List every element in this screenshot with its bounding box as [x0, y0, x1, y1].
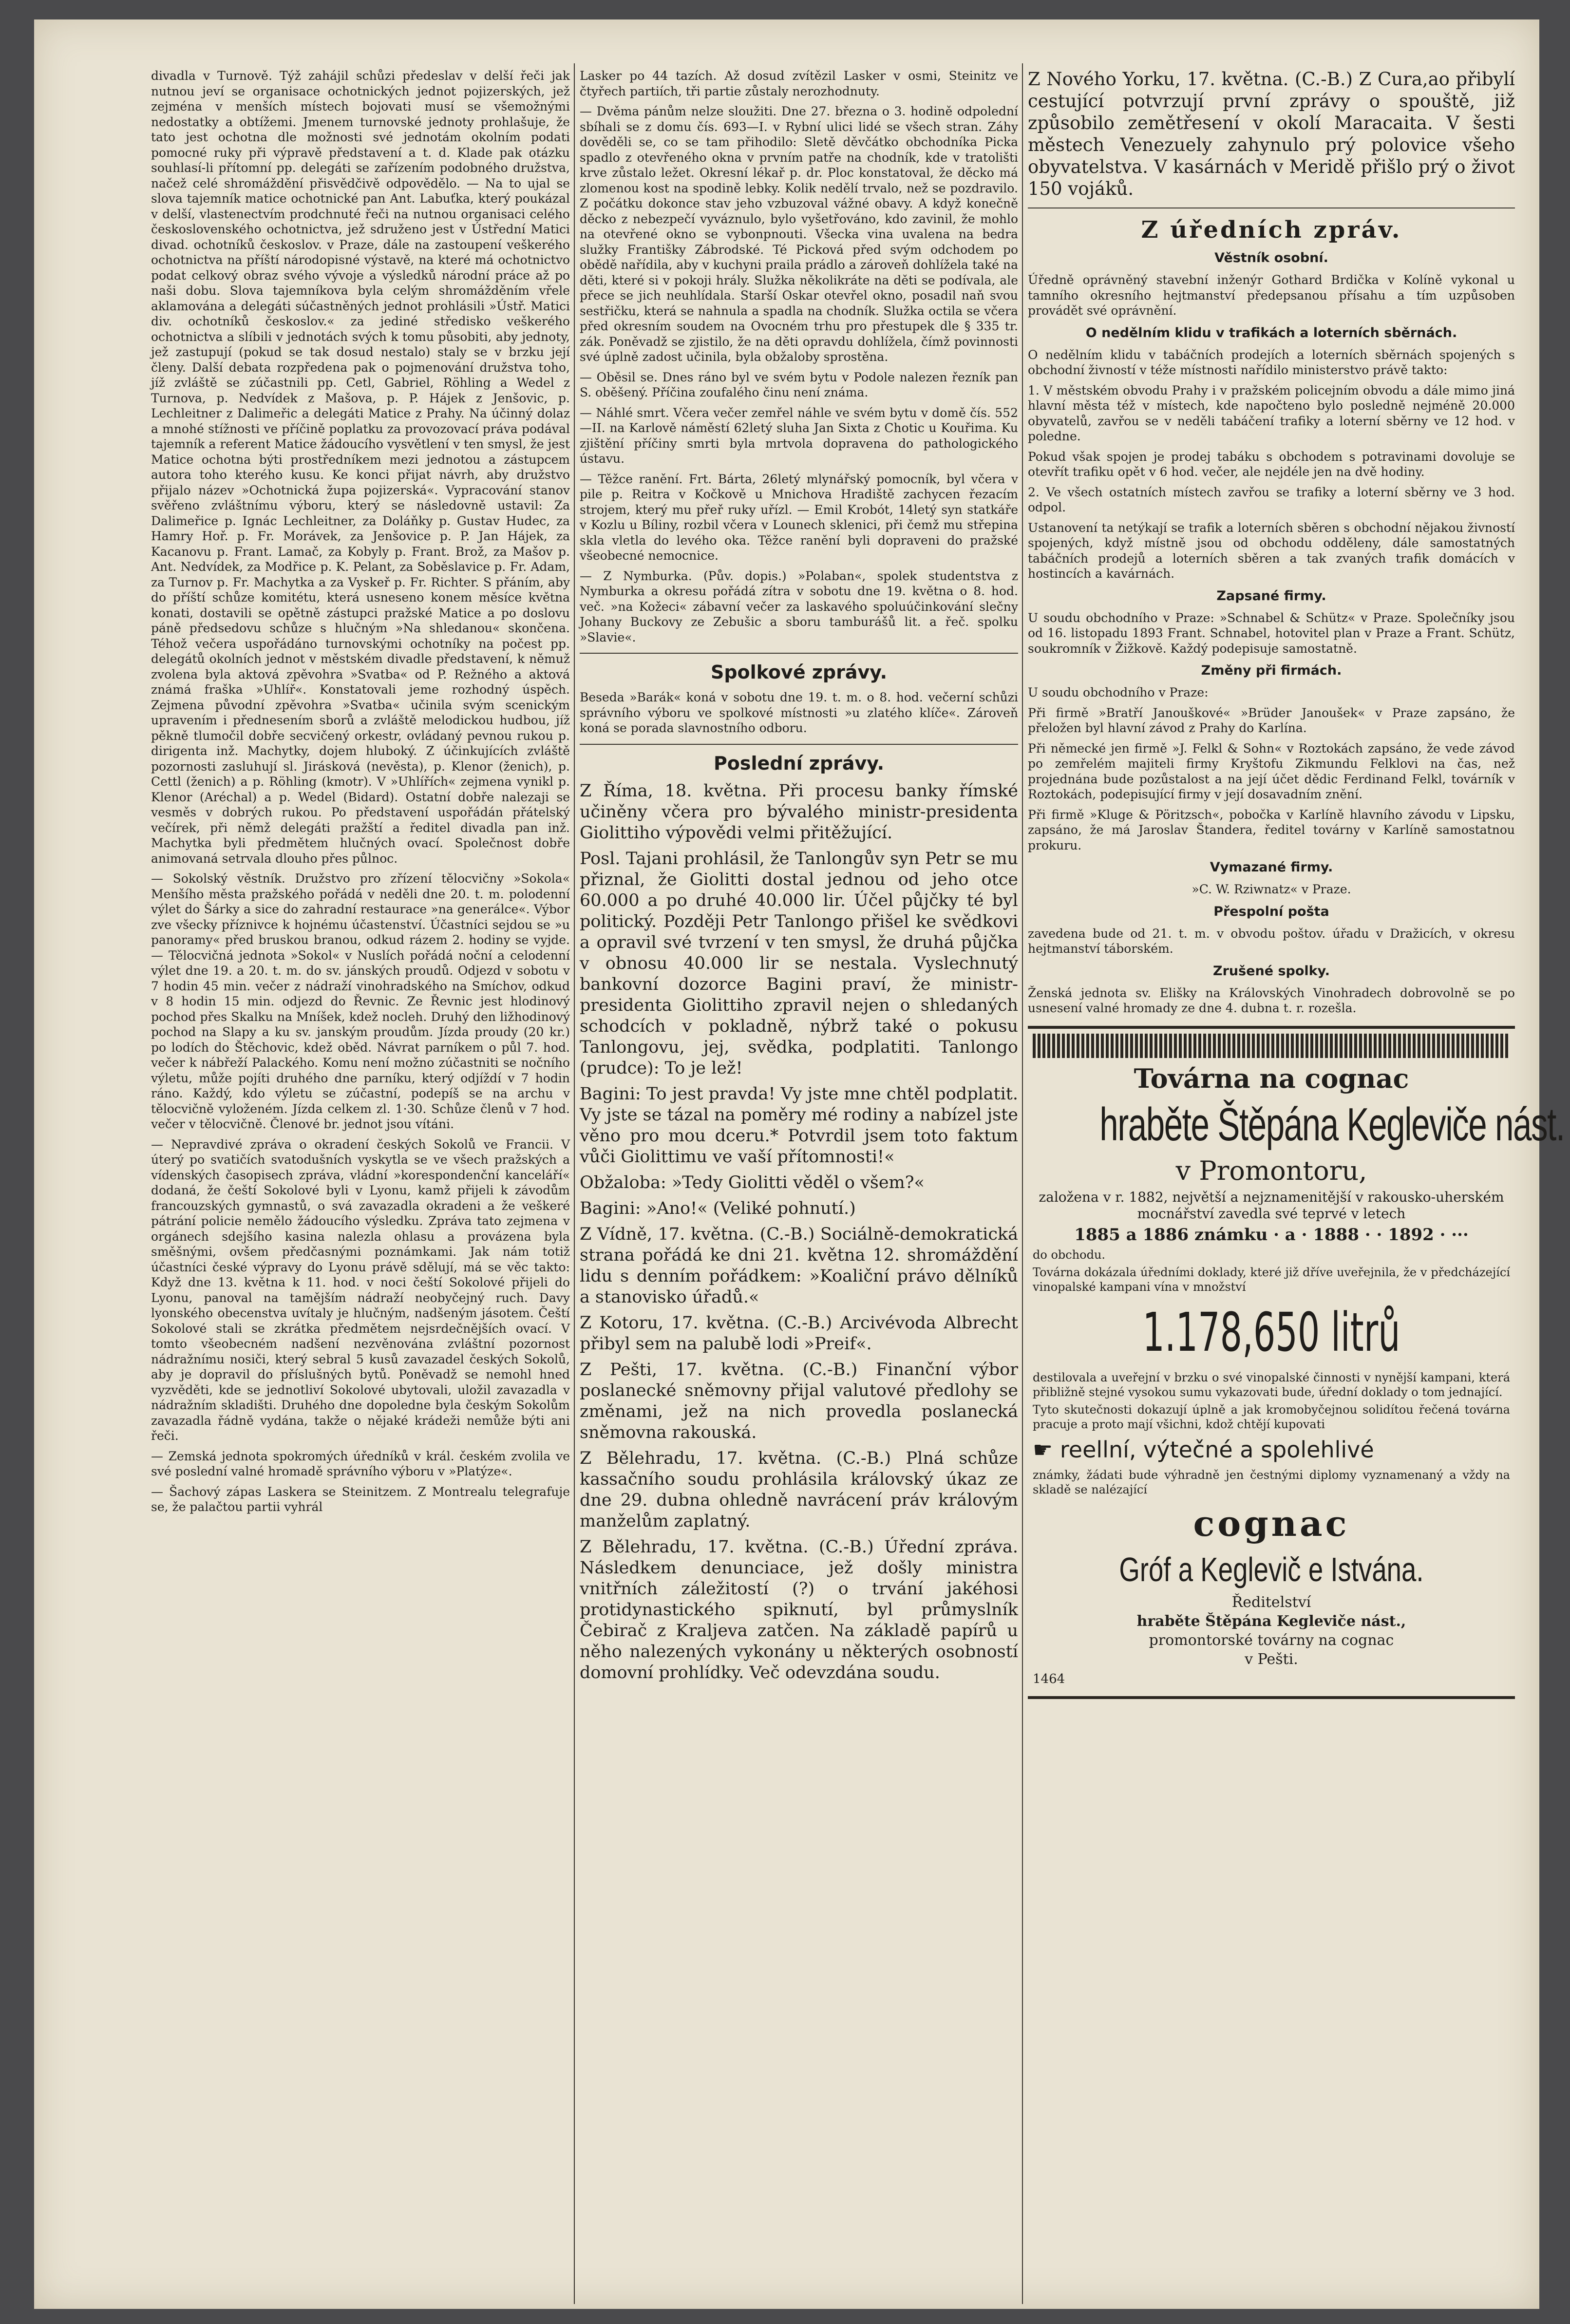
- article-vienna: Z Vídně, 17. května. (C.-B.) Sociálně-demokratická strana pořádá ke dni 21. května 12. shromáždění lidu s denním pořádkem: »Koaliční právo dělníků a stanovisko úřadů.«: [580, 1224, 1018, 1307]
- column-left: [151, 68, 570, 2299]
- ad-cognac: cognac: [1193, 1502, 1350, 1544]
- section-heading-associations: Spolkové zprávy.: [710, 661, 888, 683]
- notice-drazice: zavedena bude od 21. t. m. v obvodu poštov. úřadu v Dražicích, v okresu hejtmanství táborském.: [1028, 926, 1515, 956]
- subheading-personal: Věstník osobní.: [1214, 250, 1328, 265]
- subheading-registered-firms: Zapsané firmy.: [1216, 588, 1326, 604]
- article-kotor: Z Kotoru, 17. května. (C.-B.) Arcivévoda Albrecht přibyl sem na palubě lodi »Preif«.: [580, 1313, 1018, 1354]
- article-theatre-union: divadla v Turnově. Týž zahájil schůzi předeslav v delší řeči jak nutnou jeví se organisace ochotnických jednot pojizerských, jež zejména v menších místech bojovati musí se všemožnými nedostatky a obtížemi. Jmenem turnovské jednoty prohlašuje, že tato jest ochotna dle možnosti své jednotám okolním podati pomocné ruky při výpravě představení a t. d. Klade pak otázku souhlasí-li přítomní pp. delegáti se zařízením podobného družstva, načež celé shromáždění přisvědčivě odpovědělo. — Na to ujal se slova tajemník matice ochotnické pan Ant. Labuťka, který poukázal v delší, vlastenectvím prodchnuté řeči na nutnou organisaci celého československého ochotnictva, jež sdruženo jest v Ústřední Matici divad. ochotníků českoslov. v Praze, dále na zastoupení veškerého ochotnictva na příští národopisné výstavě, na které má ochotnictvo podat celkový obraz svého vývoje a výsledků národní práce až po naši dobu. Slova tajemníkova byla celým shromážděním vřele aklamována a delegáti súčastněných jednot prohlásili »Ústř. Matici div. ochotníků českoslov.« za jediné středisko veškerého ochotnictva a slíbili v jednotách svých k tomu působiti, aby jednoty, jež zastupují (pokud se tak dosud nestalo) staly se v brzku její členy. Další debata rozpředena pak o pojmenování družstva toho, jíž zvláště se zúčastnili pp. Cetl, Gabriel, Röhling a Wedel z Turnova, p. Nedvídek z Mašova, p. P. Hájek z Jenšovic, p. Lechleitner z Dalimeřic a delegáti Matice z Prahy. Na účinný dolaz a mnohé stížnosti ve příčině poplatku za provozovací práva podával tajemník a referent Matice žádoucího vysvětlení v ten smysl, že jest Matice ochotna býti prostředníkem mezi jednotou a zástupcem autora toho kterého kusu. Ke konci přijat návrh, aby družstvo přijalo název »Ochotnická župa pojizerská«. Vypracování stanov svěřeno zvláštnímu výboru, který se následovně ustavil: Za Dalimeřice p. Ignác Lechleitner, za Doláňky p. Gustav Hudec, za Hamry Hoř. p. Fr. Morávek, za Jenšovice p. P. Jan Hájek, za Kacanovu p. Frant. Lamač, za Kobyly p. Frant. Brož, za Mašov p. Ant. Nedvídek, za Modřice p. K. Pelant, za Soběslavice p. Fr. Adam, za Turnov p. Fr. Machytka a za Vyskeř p. Fr. Richter. S přáním, aby do příští schůze komitétu, která usneseno konem měsíce května konati, dostavili se opětně zástupci pražské Matice a po doslovu páně předsedovu schůze s hlučným »Na shledanou« skončena. Téhož večera uspořádáno turnovskými ochotníky na počest pp. delegátů okolních jednot v městském divadle představení, k němuž zvolena byla aktová zpěvohra »Svatba« od P. Režného a aktová známá fraška »Uhlíř«. Konstatovali jeme rozhodný úspěch. Zejmena původní zpěvohra »Svatba« učinila svým scenickým upravením i přednesením sborů a zvláště melodickou hudbou, jíž pěkně tlumočil dobře secvičený orkestr, ovládaný pevnou rukou p. dirigenta inž. Machytky, dojem hluboký. Z účinkujících zvláště pozornosti zasluhují sl. Jirásková (nevěsta), p. Klenor (ženich), p. Cettl (ženich) a p. Röhling (kmotr). V »Uhlířích« zejmena vynikl p. Klenor (Aréchal) a p. Wedel (Bidard). Ostatní dobře nalezaji se vesměs v dobrých rukou. Po představení uspořádán přátelský večírek, při němž delegáti pražští a ředitel divadla pan inž. Machytka byli předmětem hlučných ovací. Společnost dobře animovaná setrvala dlouho přes půlnoc.: [151, 69, 570, 866]
- section-heading-latest: Poslední zprávy.: [713, 752, 885, 774]
- newspaper-page: [34, 19, 1565, 2309]
- article-nymburk: — Z Nymburka. (Pův. dopis.) »Polaban«, spolek studentstva z Nymburka a okresu pořádá zítra v sobotu dne 19. května o 8. hod. več. »na Kožeci« zábavní večer za laskavého spoluúčinkování slečny Johany Buckovy ze Zebušic a sboru tamburášů lit. a řeč. spolku »Slavie«.: [580, 568, 1018, 644]
- notice-court: U soudu obchodního v Praze:: [1028, 685, 1209, 699]
- subheading-rural-post: Přespolní pošta: [1213, 904, 1329, 919]
- article-rome-bagini: Bagini: To jest pravda! Vy jste mne chtěl podplatit. Vy jste se tázal na poměry mé rodiny a nabízel jste věno pro mou dceru.* Potvrdil jsem toto faktum vůči Giolittimu ve vaší přítomnosti!«: [580, 1084, 1018, 1167]
- ad-decorative-banner: [1033, 1034, 1510, 1058]
- article-new-york: Z Nového Yorku, 17. května. (C.-B.) Z Cura,ao přibylí cestující potvrzují první zprávy o spouště, již způsobilo zemětřesení v okolí Maracaita. V šesti městech Venezuely zahynulo prý polovice všeho obyvatelstva. V kasárnách v Meridě přišlo prý o život 150 vojáků.: [1028, 69, 1515, 199]
- subheading-sunday-rest: O nedělním klidu v trafikách a loterních sběrnách.: [1085, 325, 1457, 340]
- notice-elisky: Ženská jednota sv. Elišky na Královských Vinohradech dobrovolně se po usnesení valné hromady ze dne 4. dubna t. r. rozešla.: [1028, 985, 1515, 1015]
- column-rule: [1022, 63, 1023, 2304]
- notice-sunday-1: 1. V městském obvodu Prahy i v pražském policejním obvodu a dále mimo jiná hlavní města též v místech, kde napočteno bylo posledně nejméně 20.000 obyvatelů, zavřou se v neděli tabáčení trafiky a loterní sběrny ve 12 hod. v poledne.: [1028, 383, 1515, 443]
- section-heading-official: Z úředních zpráv.: [1141, 216, 1402, 244]
- subheading-deleted-firms: Vymazané firmy.: [1210, 860, 1333, 875]
- notice-sunday-food: Pokud však spojen je prodej tabáku s obchodem s potravinami dovoluje se otevřít trafiku opět v 6 hod. večer, ale nejdéle jen na dvě hodiny.: [1028, 449, 1515, 479]
- ad-facts: Tyto skutečnosti dokazují úplně a jak kromobyčejnou solidítou řečená továrna pracuje a proto mají všichni, kdož chtějí kupovati: [1033, 1402, 1510, 1431]
- notice-sunday-exceptions: Ustanovení ta netýkají se trafik a loterních sběren s obchodní nějakou živností spojených, když místně jsou od obchodu odděleny, dále samostatných tabáčních prodejů a loterních sběren a tak zvaných trafik domácích v hostincích a kavárnách.: [1028, 520, 1515, 581]
- ad-signature-2: hraběte Štěpána Kegleviče nást.,: [1136, 1612, 1406, 1630]
- article-pest: Z Pešti, 17. května. (C.-B.) Finanční výbor poslanecké sněmovny přijal valutové předlohy se změnami, jež na nich provedla poslanecká sněmovna rakouská.: [580, 1360, 1018, 1442]
- subheading-firm-changes: Změny při firmách.: [1201, 663, 1342, 678]
- ad-proof: Továrna dokázala úředními doklady, které již dříve uveřejnila, že v předcházející vinopalské kampani vína v množství: [1033, 1265, 1510, 1294]
- notice-schnabel: U soudu obchodního v Praze: »Schnabel & Schütz« v Praze. Společníky jsou od 16. listopadu 1893 Frant. Schnabel, hotovitel plan v Praze a Frant. Schütz, soukromník v Žižkově. Každý podepisuje samostatně.: [1028, 610, 1515, 656]
- cognac-advertisement: [1028, 1026, 1565, 1699]
- ad-brands: známky, žádati bude výhradně jen čestnými diplomy vyznamenaný a vždy na skladě se nalézající: [1033, 1468, 1510, 1496]
- divider: [580, 653, 1018, 654]
- ad-reliable: [1033, 1436, 1510, 1463]
- ad-distilled: destilovala a uveřejní v brzku o své vinopalské činnosti v nynější kampani, která přibližně stejné vysokou sumu vykazovati bude, úřední doklady o tom jednající.: [1033, 1370, 1510, 1399]
- article-sokol-news: — Sokolský věstník. Družstvo pro zřízení tělocvičny »Sokola« Menšího města pražského pořádá v neděli dne 20. t. m. polodenní výlet do Šárky a sice do zahradní restaurace »na generálce«. Výbor zve všecky příznivce k hojnému účastenství. Účastníci sejdou se »u panoramy« před bruskou branou, odkud rázem 2. hodiny se vyjde. — Tělocvičná jednota »Sokol« v Nuslích pořádá noční a celodenní výlet dne 19. a 20. t. m. do sv. jánských proudů. Odjezd v sobotu v 7 hodin 45 min. večer z nádraží vinohradského na Smíchov, odkud v 8 hodin 15 min. odjezd do Řevnic. Ze Řevnic jest hlodinový pochod přes Skalku na Mníšek, kdež nocleh. Druhý den ližhodinový pochod na Slapy a ku sv. janským proudům. Jízda proudy (20 kr.) po lodích do Štěchovic, kdež oběd. Návrat parníkem o půl 7. hod. večer k nábřeží Palackého. Komu není možno zúčastniti se nočního výletu, může pojíti druhého dne parníku, který odjíždí v 7 hodin ráno. Každý, kdo výletu se zúčastní, podepíš se na archu v tělocvičně vyloženém. Jízda celkem zl. 1·30. Schůze členů v 7 hod. večer v tělocvičně. Členové br. jednot jsou vítáni.: [151, 871, 570, 1131]
- notice-janousek: Při firmě »Bratří Janouškové« »Brüder Janoušek« v Praze zapsáno, že přeložen byl hlavní závod z Prahy do Karlína.: [1028, 705, 1515, 735]
- article-two-masters: — Dvěma pánům nelze sloužiti. Dne 27. března o 3. hodině odpolední sbíhali se z domu čís. 693—I. v Rybní ulici lidé se všech stran. Záhy dověděli se, co se tam přihodilo: Sletě děvčátko obchodníka Picka spadlo z otevřeného okna v prvním patře na chodník, kde v tratolišti krve zůstalo ležet. Okresní lékař p. dr. Ploc konstatoval, že děcko má zlomenou kost na spodině lebky. Kolik nedělí trvalo, než se pozdravilo. Z počátku dokonce stav jeho vzbuzoval vážné obavy. A když konečně děcko z nebezpečí vyváznulo, bylo vyšetřováno, kdo zavinil, že mohlo na otevřené okno se vybonpnouti. Všecka vina uvalena na bedra služky Františky Zábrodské. Té Picková před svým odchodem po obědě nařídila, aby v kuchyni praila prádlo a zároveň dohlížela také na děti, které si v pokoji hrály. Služka několikráte na děti se podívala, ale přece se jich neuhlídala. Starší Oskar otevřel okno, posadil naň svou sestřičku, která se nahnula a spadla na chodník. Služka octila se včera před okresním soudem na Ovocném trhu pro přestupek dle § 335 tr. zák. Poněvadž se zjistilo, že na děti opravdu dohlížela, čímž povinnosti své úplně zadost učinila, byla obžaloby sprostěna.: [580, 104, 1018, 364]
- article-rome-answer: Bagini: »Ano!« (Veliké pohnutí.): [580, 1198, 856, 1218]
- article-injured: — Těžce ranění. Frt. Bárta, 26letý mlynářský pomocník, byl včera v pile p. Reitra v Kočkově u Mnichova Hradiště zachycen řezacím strojem, který mu přeř ruky uřízl. — Emil Krobót, 14letý syn statkáře v Kozlu u Bíliny, rozbil včera v Lounech sklenici, při čemž mu střepina skla vletla do levého oka. Těžce ranění byli dopraveni do pražské všeobecné nemocnice.: [580, 472, 1018, 563]
- article-belgrade-1: Z Bělehradu, 17. května. (C.-B.) Plná schůze kassačního soudu prohlásila královský úkaz ze dne 29. dubna ohledně navrácení práv královým manželům zaplatný.: [580, 1448, 1018, 1531]
- article-officials-union: — Zemská jednota spokromých úředníků v král. českém zvolila ve své poslední valné hromadě správního výboru v »Platýze«.: [151, 1449, 570, 1478]
- article-rome-tajani: Posl. Tajani prohlásil, že Tanlongův syn Petr se mu přiznal, že Giolitti dostal jednou od jeho otce 60.000 a po druhé 40.000 lir. Účel půjčky té byl politický. Později Petr Tanlongo přišel ke svědkovi a opravil své tvrzení v ten smysl, že druhá půjčka v obnosu 40.000 lir se nestala. Vyslechnutý bankovní dozorce Bagini praví, že ministr-presidenta Giolittiho zpravil nejen o shledaných schodcích v pokladně, nýbrž také o pokusu Tanlongovu, jej, svědka, podplatiti. Tanlongo (prudce): To je lež!: [580, 849, 1018, 1078]
- article-rome: Z Říma, 18. května. Při procesu banky římské učiněny včera pro bývalého ministr-presidenta Giolittiho výpovědi velmi přitěžující.: [580, 781, 1018, 843]
- notice-sunday-2: 2. Ve všech ostatních místech zavřou se trafiky a loterní sběrny ve 3 hod. odpol.: [1028, 485, 1515, 514]
- article-belgrade-2: Z Bělehradu, 17. května. (C.-B.) Úřední zpráva. Následkem denunciace, jež došly ministra vnitřních záležitostí (?) o trvání jakéhosi protidynastického spiknutí, byl průmyslník Čebirač z Kraljeva zatčen. Na základě papírů u něho nalezených vykonány u některých osobností domovní prohlídky. Več odevzdána soudu.: [580, 1537, 1018, 1682]
- ad-grofa: Gróf a Keglevič e Istvána.: [1119, 1550, 1424, 1588]
- article-chess-cont: Lasker po 44 tazích. Až dosud zvítězil Lasker v osmi, Steinitz ve čtyřech partiích, tři partie zůstaly nerozhodnuty.: [580, 69, 1018, 98]
- divider: [580, 744, 1018, 745]
- notice-rziwnatz: »C. W. Rziwnatz« v Praze.: [1192, 882, 1351, 896]
- notice-sunday-intro: O nedělním klidu v tabáčních prodejích a loterních sběrnách spojených s obchodní živností v téže místnosti nařídilo ministerstvo právě takto:: [1028, 347, 1515, 377]
- article-sokol-france: — Nepravdivé zpráva o okradení českých Sokolů ve Francii. V úterý po svatičích svatodušních vyskytla se ve všech pražských a vídenských časopisech zpráva, vládní »korespondenční kanceláří« dodaná, že čeští Sokolové byli v Lyonu, kamž přijeli k závodům francouzských gymnastů, o svá zavazadla okradeni a že veškeré pátrání policie nemělo žádoucího výsledku. Zpráva tato zejmena v orgánech sdejšího kasina nalezla ohlasu a provázena byla směšnými, ovšem předčasnými poznámkami. Jak nám totiž účastníci české výpravy do Lyonu právě sdělují, má se věc takto: Když dne 13. května k 11. hod. v noci čeští Sokolové přijeli do Lyonu, panoval na tamějším nádraží neobyčejný ruch. Davy lyonského obecenstva uvítaly je hlučným, nadšeným jásotem. Čeští Sokolové stali se zkrátka předmětem nejsrdečnějších ovací. V tomto všeobecném nadšení nezvěnována zvláštní pozornost nádražnímu nosiči, který sebral 5 kusů zavazadel českých Sokolů, aby je dopravil do příslušných bytů. Poněvadž se nemohl hned vyzvěděti, kde se jednotliví Sokolové ubytovali, uložil zavazadla v nádražním skladišti. Druhého dne dopoledne byla českým Sokolům zavazadla řádně vydána, takže o nějaké krádeži nemůže býti ani řeči.: [151, 1137, 570, 1443]
- ad-founded: založena v r. 1882, největší a nejznamenitější v rakousko-uherském mocnářství zavedla své teprvé v letech: [1039, 1189, 1504, 1222]
- ad-company-name: hraběte Štěpána Kegleviče nást.: [1099, 1098, 1565, 1151]
- ad-to-trade: do obchodu.: [1033, 1247, 1106, 1262]
- article-sudden-death: — Náhlé smrt. Včera večer zemřel náhle ve svém bytu v domě čís. 552—II. na Karlově náměstí 62letý sluha Jan Sixta z Chotic u Kouřima. Ku zjištění příčiny smrti byla mrtvola dopravena do pathologického ústavu.: [580, 405, 1018, 466]
- ad-litres: 1.178,650 litrů: [1142, 1301, 1400, 1363]
- ad-years: 1885 a 1886 známku · a · 1888 · · 1892 · ···: [1074, 1225, 1469, 1245]
- ad-signature-1: Ředitelství: [1231, 1593, 1311, 1611]
- ad-number: 1464: [1033, 1671, 1065, 1686]
- subheading-dissolved-societies: Zrušené spolky.: [1213, 963, 1330, 979]
- article-barak: Beseda »Barák« koná v sobotu dne 19. t. m. o 8. hod. večerní schůzi správního výboru ve spolkové místnosti »u zlatého klíče«. Zároveň koná se porada slavnostního odboru.: [580, 690, 1018, 735]
- column-rule: [574, 63, 575, 2304]
- ad-location: v Promontoru,: [1175, 1155, 1367, 1186]
- column-middle: [580, 68, 1018, 2299]
- column-right: [1028, 68, 1565, 2299]
- ad-title: Továrna na cognac: [1134, 1062, 1409, 1094]
- ad-signature-4: v Pešti.: [1245, 1650, 1298, 1668]
- ad-signature-3: promontorské továrny na cognac: [1149, 1631, 1394, 1649]
- ad-reliable-text: reellní, výtečné a spolehlivé: [1059, 1436, 1374, 1463]
- notice-kluge: Při firmě »Kluge & Pöritzsch«, pobočka v Karlíně hlavního závodu v Lipsku, zapsáno, že má Jaroslav Štandera, ředitel továrny v Karlíně samostatnou prokuru.: [1028, 807, 1515, 852]
- pointing-hand-icon: ☛: [1033, 1436, 1060, 1463]
- notice-felkl: Při německé jen firmě »J. Felkl & Sohn« v Roztokách zapsáno, že vede závod po zemřelém majiteli firmy Kryštofu Zikmundu Felklovi na čas, než projednána bude pozůstalost a na její účet dědic Ferdinand Felkl, továrník v Roztokách, podepisující firmy v její dosavadním znění.: [1028, 741, 1515, 801]
- article-chess: — Šachový zápas Laskera se Steinitzem. Z Montrealu telegrafuje se, že palačtou partii vyhrál: [151, 1484, 570, 1514]
- article-rome-prosecution: Obžaloba: »Tedy Giolitti věděl o všem?«: [580, 1172, 925, 1192]
- article-hanged: — Oběsil se. Dnes ráno byl ve svém bytu v Podole nalezen řezník pan S. oběšený. Příčina zoufalého činu není známa.: [580, 370, 1018, 399]
- notice-engineer: Úředně oprávněný stavební inženýr Gothard Brdička v Kolíně vykonal u tamního okresního hejtmanství předepsanou přísahu a tím uzpůsoben provádět své oprávnění.: [1028, 273, 1515, 318]
